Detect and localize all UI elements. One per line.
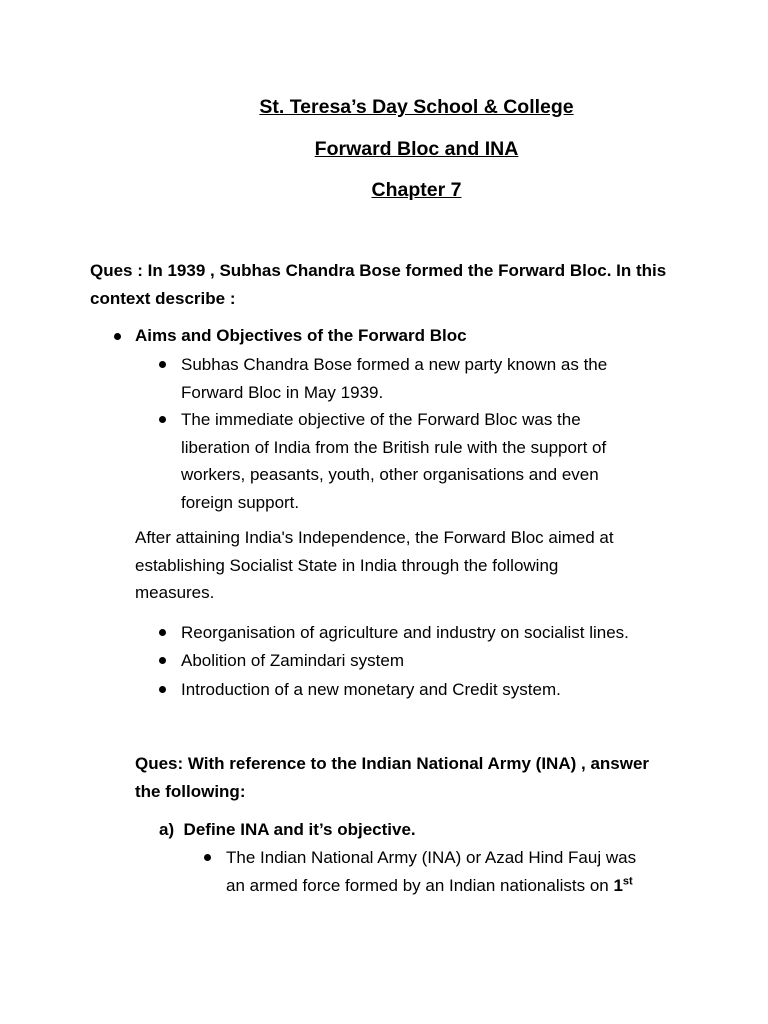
question-2-line-1: Ques: With reference to the Indian National Army (INA) , answer bbox=[135, 754, 650, 773]
aims-point-2-line-2: liberation of India from the British rule with the support of bbox=[181, 437, 607, 457]
paragraph-line-1: After attaining India's Independence, the Forward Bloc aimed at bbox=[135, 528, 614, 547]
bullet-icon bbox=[159, 629, 166, 636]
measure-item bbox=[181, 647, 404, 675]
chapter-title: Chapter 7 bbox=[371, 179, 462, 201]
bullet-icon bbox=[159, 416, 166, 423]
measure-text: Introduction of a new monetary and Credit system. bbox=[181, 680, 561, 699]
measure-text: Reorganisation of agriculture and industry on socialist lines. bbox=[181, 623, 629, 642]
subject-title: Forward Bloc and INA bbox=[314, 138, 519, 160]
measure-text: Abolition of Zamindari system bbox=[181, 651, 404, 670]
bullet-icon bbox=[114, 333, 121, 340]
aims-point-2-line-4: foreign support. bbox=[181, 492, 300, 512]
bullet-icon bbox=[159, 361, 166, 368]
school-name: St. Teresa’s Day School & College bbox=[259, 96, 574, 118]
date-ordinal: st bbox=[622, 874, 633, 887]
aims-point-1 bbox=[181, 351, 607, 406]
ina-point bbox=[226, 844, 636, 899]
aims-point-2-line-3: workers, peasants, youth, other organisations and even bbox=[181, 465, 599, 484]
paragraph-line-3: measures. bbox=[135, 583, 215, 602]
paragraph-line-2: establishing Socialist State in India through the following bbox=[135, 555, 559, 575]
ina-point-line-1: The Indian National Army (INA) or Azad Hind Fauj was bbox=[226, 848, 637, 867]
independence-paragraph bbox=[135, 524, 614, 607]
aims-heading bbox=[135, 322, 467, 350]
bullet-icon bbox=[204, 854, 211, 861]
measure-item bbox=[181, 619, 629, 647]
ina-point-line-2-text: an armed force formed by an Indian nationalists on bbox=[226, 875, 614, 895]
aims-point-2 bbox=[181, 406, 606, 516]
aims-heading-text: Aims and Objectives of the Forward Bloc bbox=[135, 326, 467, 345]
sub-question-a: a) Define INA and it’s objective. bbox=[159, 820, 416, 839]
date-number: 1 bbox=[613, 875, 623, 895]
question-1-line-1: Ques : In 1939 , Subhas Chandra Bose formed the Forward Bloc. In this bbox=[90, 261, 667, 280]
question-2-line-2: the following: bbox=[135, 781, 246, 801]
aims-point-1-line-1: Subhas Chandra Bose formed a new party known as the bbox=[181, 355, 608, 374]
aims-point-1-line-2: Forward Bloc in May 1939. bbox=[181, 382, 384, 402]
question-2 bbox=[135, 750, 649, 805]
measure-item bbox=[181, 676, 561, 704]
aims-point-2-line-1: The immediate objective of the Forward Bloc was the bbox=[181, 410, 581, 429]
ina-point-line-2 bbox=[226, 872, 636, 900]
question-1-line-2: context describe : bbox=[90, 288, 236, 308]
bullet-icon bbox=[159, 657, 166, 664]
question-1 bbox=[90, 257, 666, 312]
bullet-icon bbox=[159, 686, 166, 693]
